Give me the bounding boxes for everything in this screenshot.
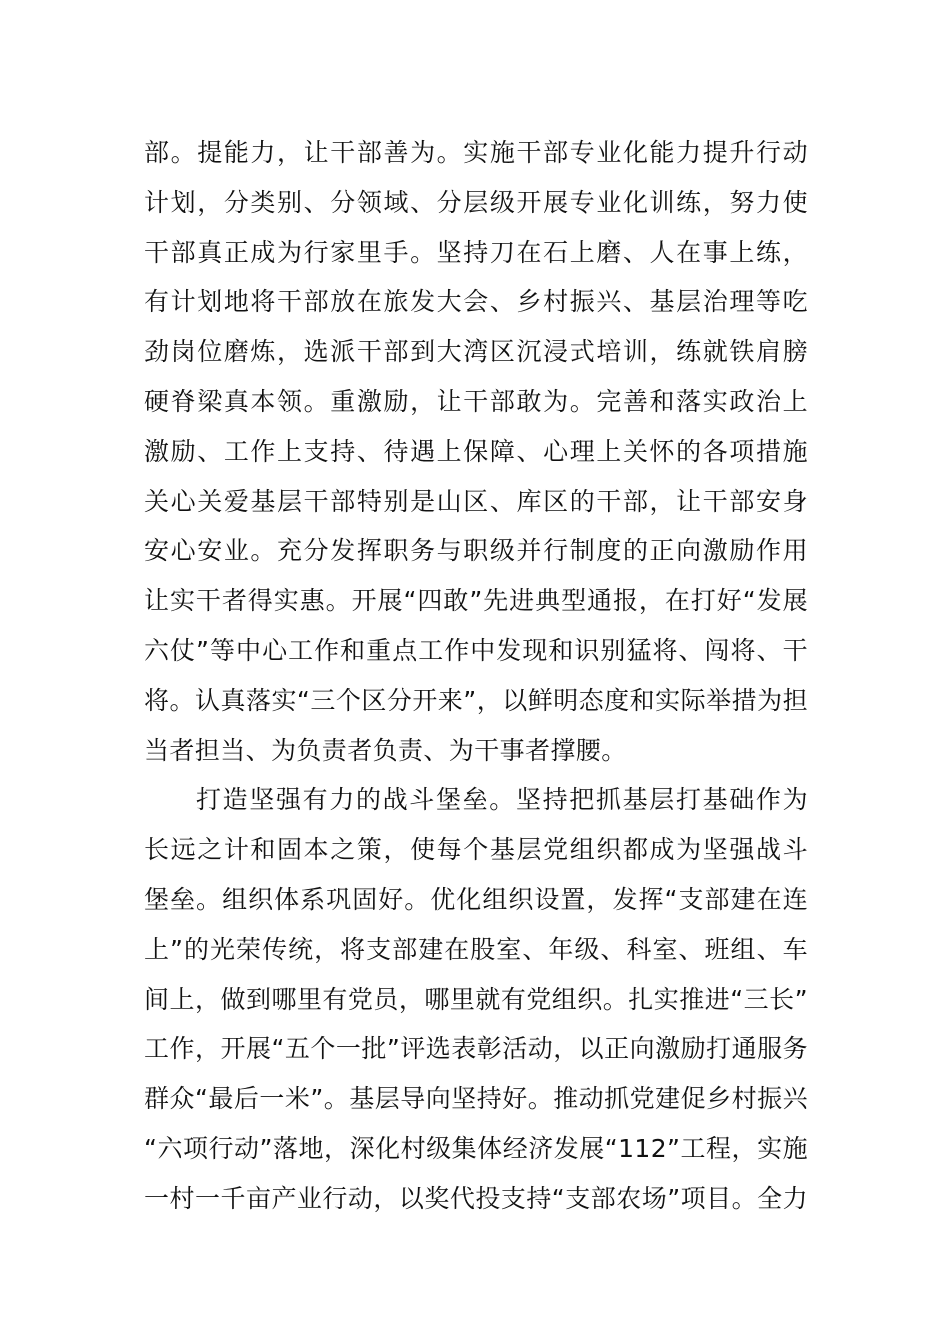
text-line: 硬脊梁真本领。重激励，让干部敢为。完善和落实政治上	[144, 386, 808, 416]
text-line: 长远之计和固本之策，使每个基层党组织都成为坚强战斗	[144, 835, 808, 865]
text-line: 上”的光荣传统，将支部建在股室、年级、科室、班组、车	[144, 934, 808, 964]
text-line: 关心关爱基层干部特别是山区、库区的干部，让干部安身	[144, 486, 808, 516]
text-line: 堡垒。组织体系巩固好。优化组织设置，发挥“支部建在连	[144, 884, 808, 914]
text-line: 六仗”等中心工作和重点工作中发现和识别猛将、闯将、干	[144, 635, 808, 665]
text-line: 劲岗位磨炼，选派干部到大湾区沉浸式培训，练就铁肩膀	[144, 337, 808, 367]
body-text	[144, 128, 808, 1224]
text-line: 计划，分类别、分领域、分层级开展专业化训练，努力使	[144, 187, 808, 217]
text-line: 部。提能力，让干部善为。实施干部专业化能力提升行动	[144, 138, 808, 167]
text-line: 群众“最后一米”。基层导向坚持好。推动抓党建促乡村振兴	[144, 1084, 808, 1114]
text-line: 一村一千亩产业行动，以奖代投支持“支部农场”项目。全力	[144, 1183, 808, 1213]
text-line: 当者担当、为负责者负责、为干事者撑腰。	[144, 735, 627, 765]
text-line: 有计划地将干部放在旅发大会、乡村振兴、基层治理等吃	[144, 287, 808, 317]
text-line: 安心安业。充分发挥职务与职级并行制度的正向激励作用	[144, 536, 808, 566]
text-line: 让实干者得实惠。开展“四敢”先进典型通报，在打好“发展	[144, 586, 808, 616]
text-line: 工作，开展“五个一批”评选表彰活动，以正向激励打通服务	[144, 1034, 808, 1064]
text-line: “六项行动”落地，深化村级集体经济发展“112”工程，实施	[144, 1133, 808, 1163]
text-line: 打造坚强有力的战斗堡垒。坚持把抓基层打基础作为	[196, 785, 808, 815]
text-line: 激励、工作上支持、待遇上保障、心理上关怀的各项措施	[144, 436, 808, 466]
text-line: 间上，做到哪里有党员，哪里就有党组织。扎实推进“三长”	[144, 984, 808, 1014]
text-line: 干部真正成为行家里手。坚持刀在石上磨、人在事上练，	[144, 237, 808, 267]
text-line: 将。认真落实“三个区分开来”，以鲜明态度和实际举措为担	[144, 685, 808, 715]
